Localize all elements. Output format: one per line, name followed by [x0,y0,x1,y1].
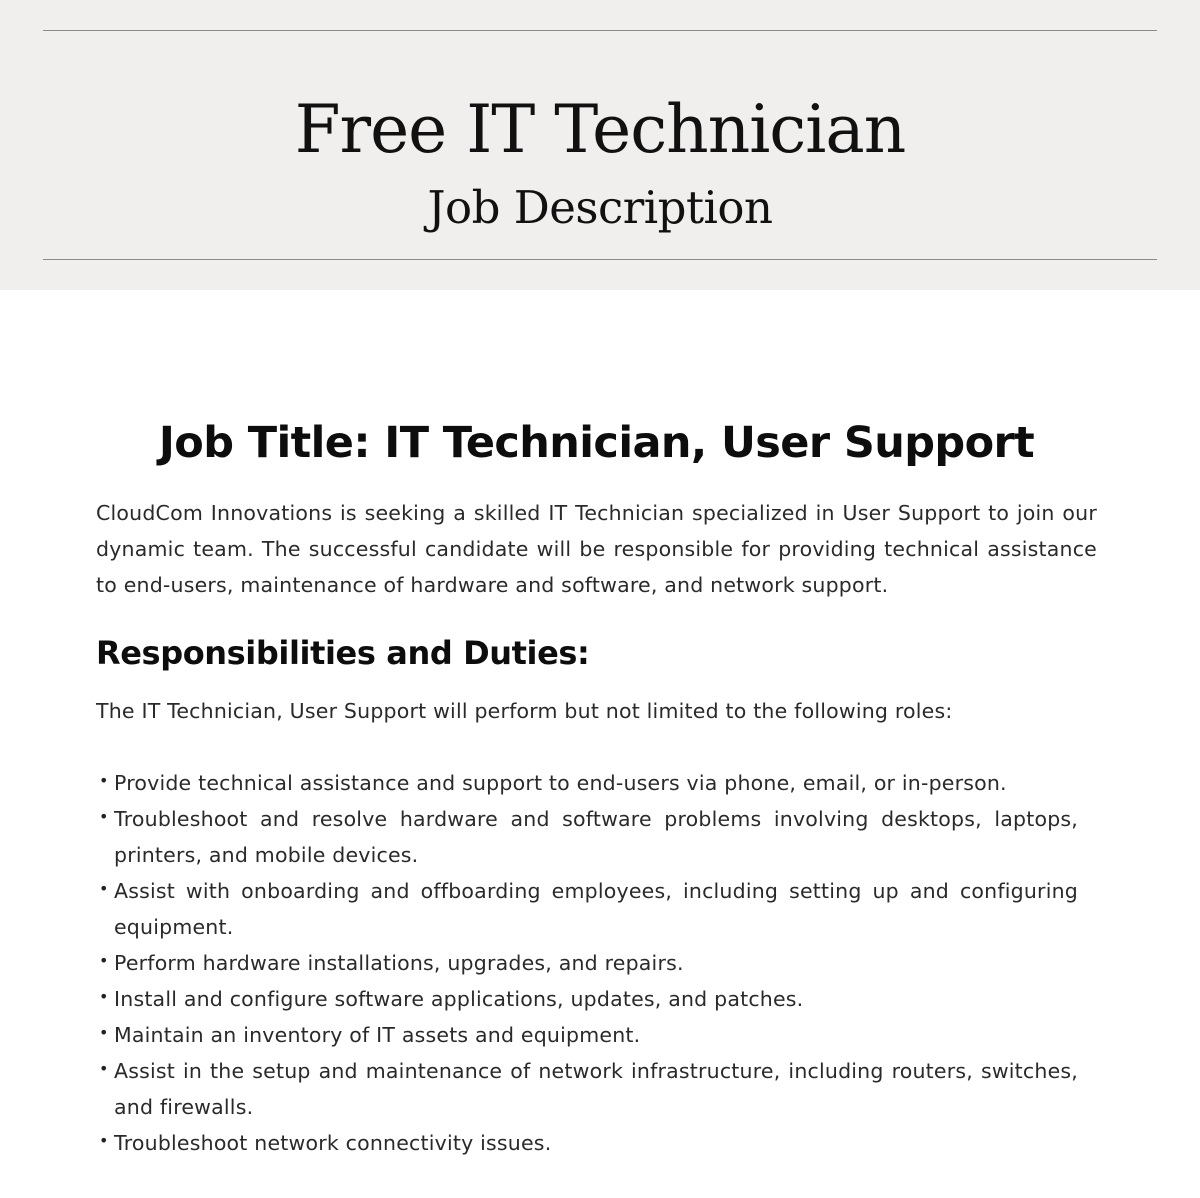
header-top-divider [43,30,1157,31]
list-item-text: Troubleshoot and resolve hardware and software problems involving desktops, laptops, printers, and mobile devices. [114,807,1078,867]
list-item [96,765,1078,801]
list-item-text: Assist with onboarding and offboarding employees, including setting up and configuring equipment. [114,879,1078,939]
list-item-text: Maintain an inventory of IT assets and equipment. [114,1023,641,1047]
bullet-icon: • [99,987,109,1006]
responsibilities-intro: The IT Technician, User Support will perform but not limited to the following roles: [96,699,953,723]
list-item-text: Perform hardware installations, upgrades, and repairs. [114,951,684,975]
bullet-icon: • [99,771,109,790]
bullet-icon: • [99,1059,109,1078]
list-item-text: Troubleshoot network connectivity issues. [114,1131,552,1155]
duties-list [96,765,1078,1161]
job-title-heading: Job Title: IT Technician, User Support [158,418,1035,468]
bullet-icon: • [99,951,109,970]
main-content [96,410,1097,1161]
list-item [96,1017,1078,1053]
header-bottom-divider [43,259,1157,260]
list-item [96,1053,1078,1125]
list-item-text: Install and configure software applications, updates, and patches. [114,987,804,1011]
document-title: Free IT Technician [294,91,906,168]
list-item-text: Provide technical assistance and support to end-users via phone, email, or in-person. [114,771,1007,795]
list-item [96,801,1078,873]
responsibilities-heading: Responsibilities and Duties: [96,634,590,672]
list-item [96,1125,1078,1161]
header-banner [0,0,1200,290]
job-intro-paragraph: CloudCom Innovations is seeking a skilled IT Technician specialized in User Support to join our dynamic team. The successful candidate will be responsible for providing technical assistance to end-users, maintenance of hardware and software, and network support. [96,501,1097,597]
bullet-icon: • [99,879,109,898]
bullet-icon: • [99,1023,109,1042]
list-item [96,873,1078,945]
document-subtitle: Job Description [427,181,773,234]
bullet-icon: • [99,807,109,826]
list-item-text: Assist in the setup and maintenance of network infrastructure, including routers, switches, and firewalls. [114,1059,1078,1119]
bullet-icon: • [99,1131,109,1150]
list-item [96,981,1078,1017]
list-item [96,945,1078,981]
